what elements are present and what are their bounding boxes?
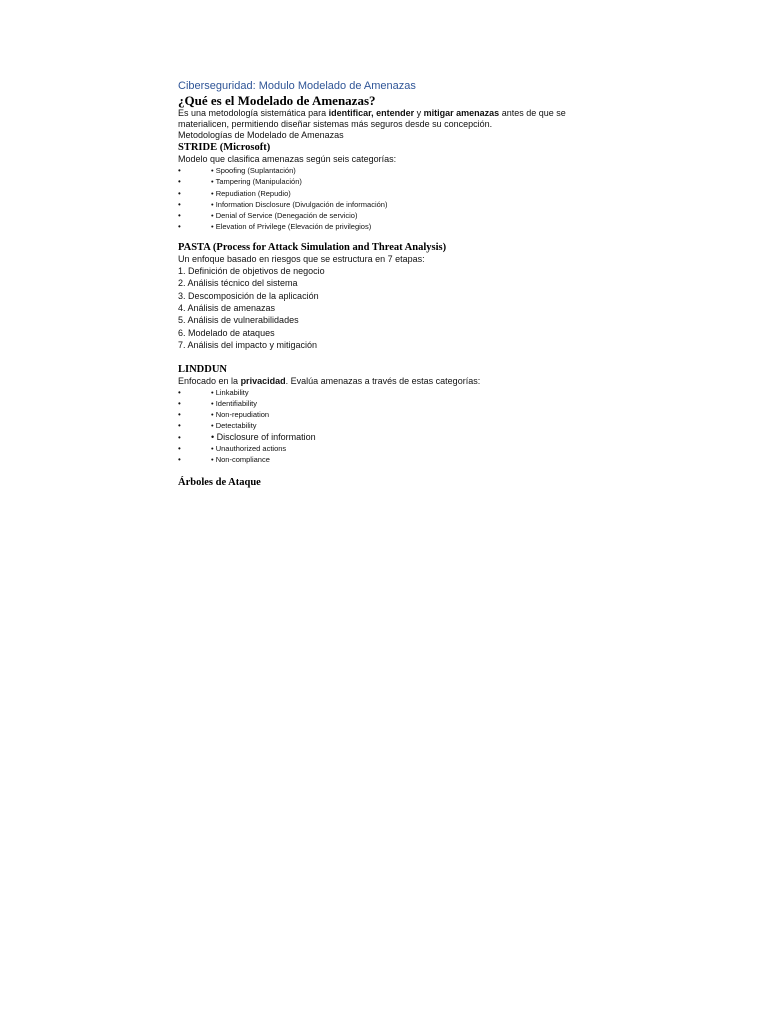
list-item: 7. Análisis del impacto y mitigación — [178, 340, 318, 351]
pasta-description: Un enfoque basado en riesgos que se estructura en 7 etapas: — [178, 253, 425, 264]
bullet-icon: • — [178, 455, 181, 465]
linddun-item-label: • Unauthorized actions — [211, 444, 287, 453]
intro-bold-2: mitigar amenazas — [423, 108, 500, 118]
list-item: 1. Definición de objetivos de negocio — [178, 265, 325, 276]
stride-item-label: • Spoofing (Suplantación) — [211, 166, 296, 175]
list-item — [178, 420, 598, 431]
list-item — [178, 387, 598, 398]
bullet-icon: • — [178, 188, 181, 198]
list-item — [178, 188, 598, 199]
bullet-icon: • — [178, 410, 181, 420]
bullet-icon: • — [178, 387, 181, 397]
linddun-item-label: • Disclosure of information — [211, 431, 316, 442]
document-title: Ciberseguridad: Modulo Modelado de Amenazas — [178, 80, 416, 92]
bullet-icon: • — [178, 432, 181, 442]
list-item — [178, 199, 598, 210]
list-item: 2. Análisis técnico del sistema — [178, 278, 298, 289]
document-page — [178, 79, 598, 489]
linddun-item-label: • Non-compliance — [211, 455, 270, 465]
list-item — [178, 210, 598, 221]
bullet-icon: • — [178, 444, 181, 453]
linddun-bold: privacidad — [240, 375, 286, 386]
stride-item-label: • Information Disclosure (Divulgación de información) — [211, 199, 388, 209]
intro-line-1 — [178, 108, 598, 119]
stride-item-label: • Tampering (Manipulación) — [211, 177, 302, 187]
list-item: 6. Modelado de ataques — [178, 327, 275, 338]
main-heading: ¿Qué es el Modelado de Amenazas? — [178, 93, 376, 108]
bullet-icon: • — [178, 199, 181, 209]
linddun-text-1: Enfocado en la — [178, 375, 241, 386]
intro-bold-1: identificar, entender — [328, 108, 415, 118]
list-item — [178, 165, 598, 176]
stride-item-label: • Denial of Service (Denegación de servicio) — [211, 211, 358, 221]
intro-text-1: Es una metodología sistemática para — [178, 108, 329, 118]
stride-list — [178, 165, 598, 233]
bullet-icon: • — [178, 421, 181, 431]
bullet-icon: • — [178, 211, 181, 221]
list-item — [178, 398, 598, 409]
pasta-steps — [178, 265, 598, 352]
stride-item-label: • Repudiation (Repudio) — [211, 188, 291, 198]
linddun-list — [178, 387, 598, 466]
attack-trees-heading: Árboles de Ataque — [178, 476, 261, 488]
linddun-description — [178, 376, 598, 387]
list-item — [178, 221, 598, 232]
intro-text-2: y — [414, 108, 424, 118]
linddun-item-label: • Linkability — [211, 387, 249, 397]
bullet-icon: • — [178, 166, 181, 175]
stride-item-label: • Elevation of Privilege (Elevación de privilegios) — [211, 222, 372, 232]
intro-text-3: antes de que se — [499, 108, 566, 118]
bullet-icon: • — [178, 222, 181, 232]
linddun-heading: LINDDUN — [178, 363, 228, 375]
list-item — [178, 432, 598, 443]
bullet-icon: • — [178, 398, 181, 408]
methodologies-label: Metodologías de Modelado de Amenazas — [178, 130, 344, 140]
bullet-icon: • — [178, 177, 181, 187]
list-item — [178, 443, 598, 454]
list-item — [178, 409, 598, 420]
linddun-item-label: • Non-repudiation — [211, 410, 270, 420]
linddun-item-label: • Detectability — [211, 421, 257, 431]
list-item: 4. Análisis de amenazas — [178, 302, 276, 313]
list-item: 3. Descomposición de la aplicación — [178, 290, 319, 301]
linddun-text-2: . Evalúa amenazas a través de estas categorías: — [285, 375, 481, 386]
list-item — [178, 454, 598, 465]
list-item — [178, 176, 598, 187]
list-item: 5. Análisis de vulnerabilidades — [178, 315, 299, 326]
stride-description: Modelo que clasifica amenazas según seis categorías: — [178, 154, 397, 164]
stride-heading: STRIDE (Microsoft) — [178, 142, 271, 153]
pasta-heading: PASTA (Process for Attack Simulation and Threat Analysis) — [178, 241, 447, 253]
linddun-item-label: • Identifiability — [211, 398, 257, 408]
intro-line-2: materialicen, permitiendo diseñar sistemas más seguros desde su concepción. — [178, 119, 493, 129]
